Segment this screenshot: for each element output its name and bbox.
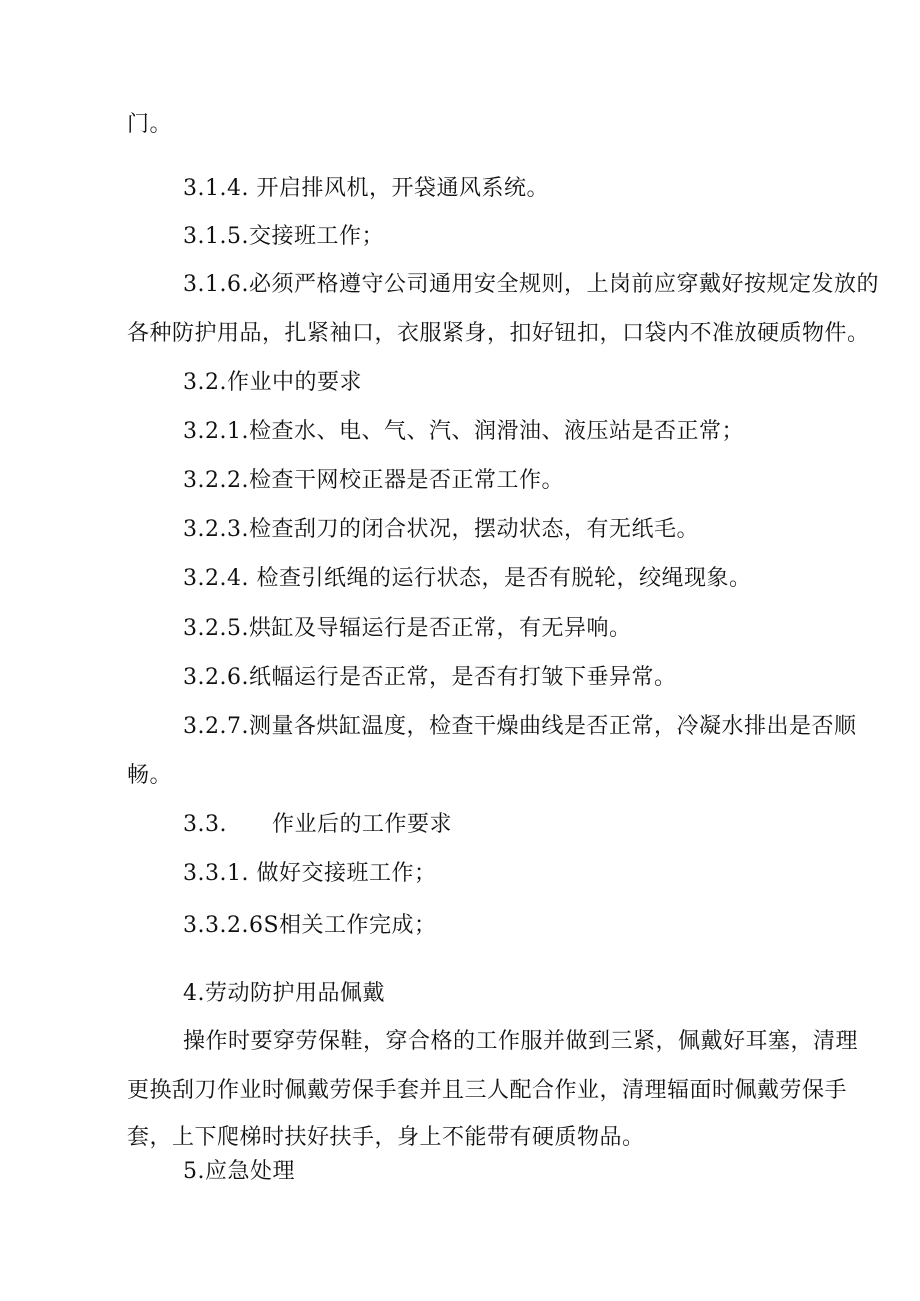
text-line: 3.1.4. 开启排风机，开袋通风系统。 — [183, 176, 549, 201]
text-line: 门。 — [127, 112, 173, 137]
text-line: 3.3.1. 做好交接班工作； — [183, 861, 437, 886]
text-line: 套，上下爬梯时扶好扶手，身上不能带有硬质物品。 — [127, 1125, 645, 1150]
text-line: 3.2.5.烘缸及导辐运行是否正常，有无异响。 — [183, 616, 632, 641]
text-line: 3.1.5.交接班工作； — [183, 224, 384, 249]
text-line: 3.2.4. 检查引纸绳的运行状态，是否有脱轮，绞绳现象。 — [183, 566, 752, 591]
text-line: 3.2.6.纸幅运行是否正常，是否有打皱下垂异常。 — [183, 665, 677, 690]
text-line: 3.2.作业中的要求 — [183, 370, 362, 395]
text-line: 各种防护用品，扎紧袖口，衣服紧身，扣好钮扣，口袋内不准放硬质物件。 — [127, 321, 870, 346]
text-line: 3.2.1.检查水、电、气、汽、润滑油、液压站是否正常； — [183, 419, 744, 444]
text-line: 更换刮刀作业时佩戴劳保手套并且三人配合作业，清理辐面时佩戴劳保手 — [127, 1078, 848, 1103]
text-line: 3.3. 作业后的工作要求 — [183, 812, 452, 837]
text-line: 3.2.2.检查干网校正器是否正常工作。 — [183, 468, 564, 493]
text-line: 3.1.6.必须严格遵守公司通用安全规则，上岗前应穿戴好按规定发放的 — [183, 272, 879, 297]
text-line: 操作时要穿劳保鞋，穿合格的工作服并做到三紧，佩戴好耳塞，清理 — [183, 1029, 859, 1054]
text-line: 5.应急处理 — [183, 1159, 295, 1184]
text-line: 4.劳动防护用品佩戴 — [183, 981, 385, 1006]
text-line: 畅。 — [127, 763, 173, 788]
text-line: 3.2.3.检查刮刀的闭合状况，摆动状态，有无纸毛。 — [183, 517, 699, 542]
text-line: 3.3.2.6S相关工作完成； — [183, 913, 437, 938]
text-line: 3.2.7.测量各烘缸温度，检查干燥曲线是否正常，冷凝水排出是否顺 — [183, 714, 857, 739]
